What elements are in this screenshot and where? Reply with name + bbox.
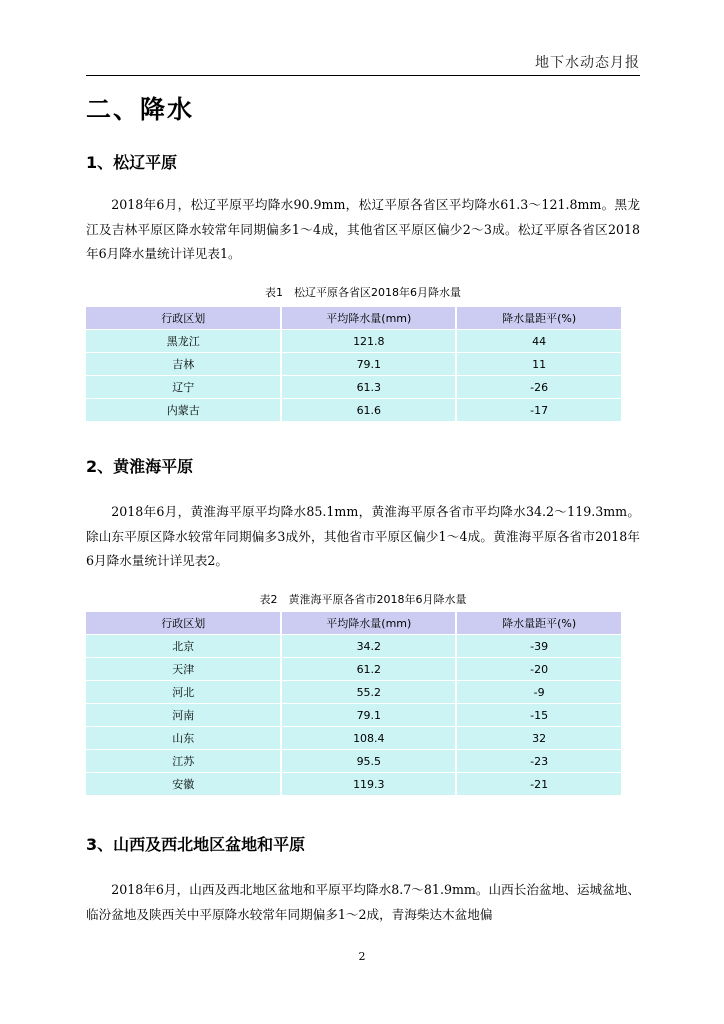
table-cell: -21 — [456, 773, 621, 796]
subsection-title-1: 1、松辽平原 — [86, 153, 178, 172]
table-cell: 55.2 — [281, 681, 456, 704]
subsection-title-2: 2、黄淮海平原 — [86, 457, 194, 476]
table-cell: 河南 — [86, 704, 281, 727]
table-cell: 安徽 — [86, 773, 281, 796]
table-header-cell: 行政区划 — [86, 307, 281, 330]
table-cell: -20 — [456, 658, 621, 681]
table-row — [86, 658, 621, 681]
table-cell: 61.3 — [281, 376, 456, 399]
section-title: 二、降水 — [86, 95, 195, 124]
table-cell: 江苏 — [86, 750, 281, 773]
table-cell: -39 — [456, 635, 621, 658]
table-cell: 河北 — [86, 681, 281, 704]
table-cell: 34.2 — [281, 635, 456, 658]
paragraph-1: 2018年6月，松辽平原平均降水90.9mm，松辽平原各省区平均降水61.3～121.8mm。黑龙江及吉林平原区降水较常年同期偏多1～4成，其他省区平原区偏少2～3成。松辽平原各省区2018年6月降水量统计详见表1。 — [86, 197, 640, 261]
table-row — [86, 376, 621, 399]
table-cell: 119.3 — [281, 773, 456, 796]
table-cell: 山东 — [86, 727, 281, 750]
table-header-cell: 行政区划 — [86, 612, 281, 635]
table-cell: 北京 — [86, 635, 281, 658]
table-cell: 44 — [456, 330, 621, 353]
table-cell: 11 — [456, 353, 621, 376]
table-caption-1: 表1 松辽平原各省区2018年6月降水量 — [265, 286, 461, 299]
subsection-title-3: 3、山西及西北地区盆地和平原 — [86, 835, 306, 854]
paragraph-2: 2018年6月，黄淮海平原平均降水85.1mm，黄淮海平原各省市平均降水34.2～119.3mm。除山东平原区降水较常年同期偏多3成外，其他省市平原区偏少1～4成。黄淮海平原各省市2018年6月降水量统计详见表2。 — [86, 504, 640, 568]
table-row — [86, 750, 621, 773]
table-cell: 内蒙古 — [86, 399, 281, 422]
table-cell: -15 — [456, 704, 621, 727]
table-row — [86, 727, 621, 750]
table-cell: -26 — [456, 376, 621, 399]
table-row — [86, 353, 621, 376]
paragraph-3: 2018年6月，山西及西北地区盆地和平原平均降水8.7～81.9mm。山西长治盆地、运城盆地、临汾盆地及陕西关中平原降水较常年同期偏多1～2成，青海柴达木盆地偏 — [86, 882, 640, 922]
table-cell: 吉林 — [86, 353, 281, 376]
table-cell: -23 — [456, 750, 621, 773]
table-header-cell: 降水量距平(%) — [456, 612, 621, 635]
table-cell: 32 — [456, 727, 621, 750]
table-row — [86, 330, 621, 353]
table-row — [86, 635, 621, 658]
table-1 — [86, 307, 621, 422]
table-row — [86, 704, 621, 727]
table-header-cell: 降水量距平(%) — [456, 307, 621, 330]
table-cell: 黑龙江 — [86, 330, 281, 353]
table-caption-2: 表2 黄淮海平原各省市2018年6月降水量 — [259, 593, 467, 606]
table-row — [86, 681, 621, 704]
table-2 — [86, 612, 621, 796]
table-cell: 辽宁 — [86, 376, 281, 399]
table-cell: 79.1 — [281, 353, 456, 376]
table-cell: 95.5 — [281, 750, 456, 773]
table-cell: 61.6 — [281, 399, 456, 422]
page-header — [86, 0, 640, 76]
header-title: 地下水动态月报 — [535, 55, 640, 71]
table-cell: 108.4 — [281, 727, 456, 750]
table-cell: 天津 — [86, 658, 281, 681]
page-number: 2 — [358, 950, 366, 963]
table-cell: 61.2 — [281, 658, 456, 681]
table-cell: -9 — [456, 681, 621, 704]
table-row — [86, 399, 621, 422]
table-cell: -17 — [456, 399, 621, 422]
table-cell: 121.8 — [281, 330, 456, 353]
table-cell: 79.1 — [281, 704, 456, 727]
table-header-cell: 平均降水量(mm) — [281, 307, 456, 330]
table-row — [86, 773, 621, 796]
table-header-cell: 平均降水量(mm) — [281, 612, 456, 635]
